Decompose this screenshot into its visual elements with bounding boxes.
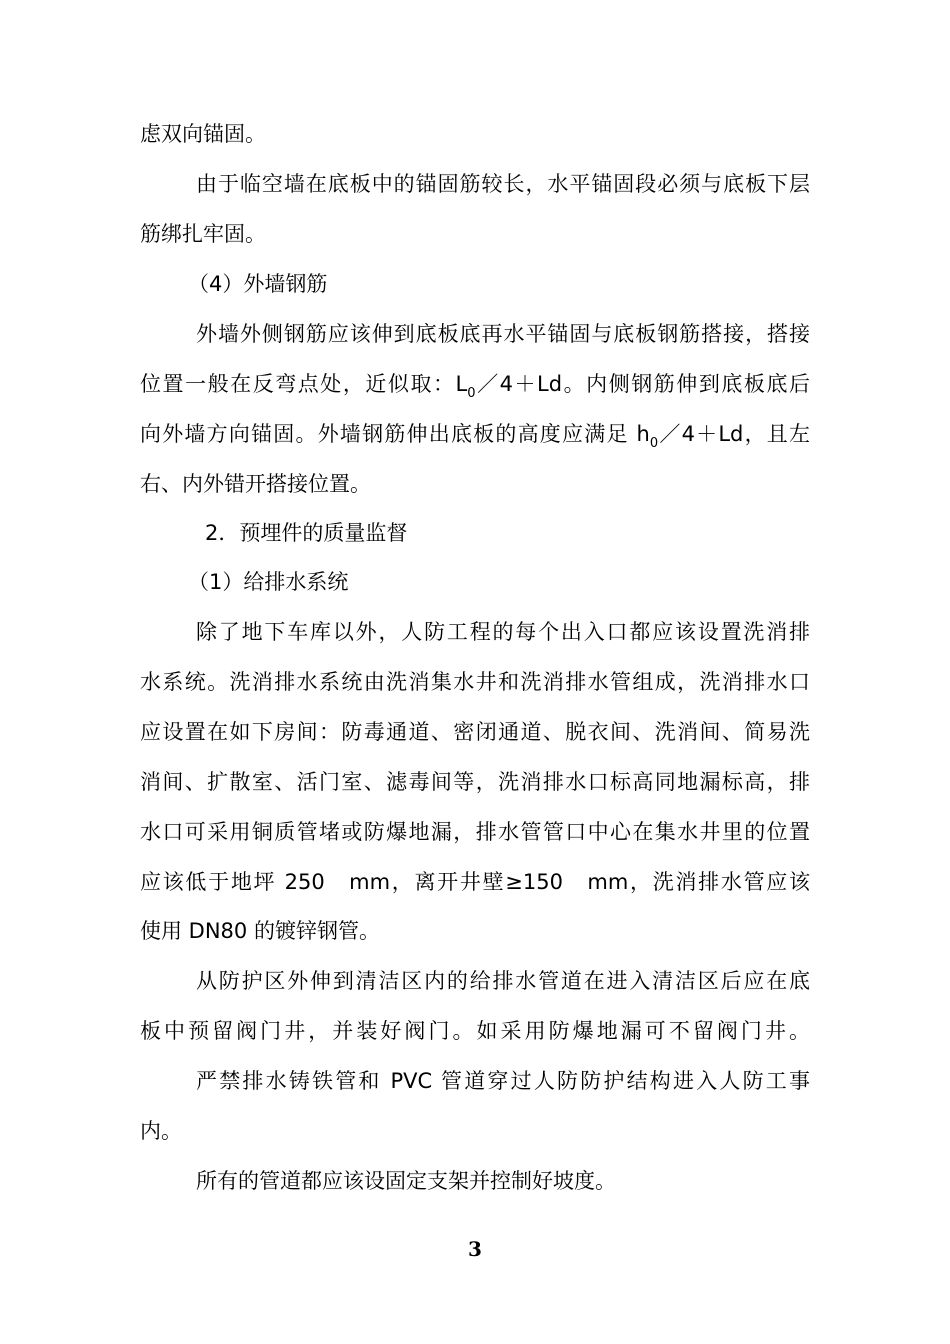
- paragraph-line: 水口可采用铜质管堵或防爆地漏，排水管管口中心在集水井里的位置: [140, 820, 810, 844]
- text-run: ／4＋Ld。内侧钢筋伸到底板底后: [475, 372, 811, 396]
- paragraph-line: 筋绑扎牢固。: [140, 222, 266, 246]
- paragraph-line: 使用 DN80 的镀锌钢管。: [140, 919, 380, 943]
- subscript: 0: [649, 436, 659, 451]
- paragraph-line: 水系统。洗消排水系统由洗消集水井和洗消排水管组成，洗消排水口: [140, 670, 810, 694]
- subsection-heading: （4）外墙钢筋: [188, 272, 328, 296]
- subsection-heading: （1）给排水系统: [188, 570, 349, 594]
- subscript: 0: [467, 386, 476, 401]
- text-run: 位置一般在反弯点处，近似取：L: [140, 372, 468, 396]
- paragraph-line: 外墙外侧钢筋应该伸到底板底再水平锚固与底板钢筋搭接，搭接: [196, 322, 810, 346]
- text-run: 向外墙方向锚固。外墙钢筋伸出底板的高度应满足 h: [140, 422, 650, 446]
- paragraph-line: 从防护区外伸到清洁区内的给排水管道在进入清洁区后应在底: [196, 969, 810, 993]
- paragraph-line: [140, 419, 810, 449]
- text-run: ／4＋Ld，且左: [658, 422, 811, 446]
- paragraph-line: 板中预留阀门井，并装好阀门。如采用防爆地漏可不留阀门井。: [140, 1019, 810, 1043]
- paragraph-line: [140, 369, 810, 399]
- paragraph-line: 消间、扩散室、活门室、滤毒间等，洗消排水口标高同地漏标高，排: [140, 770, 810, 794]
- section-heading: 2．预埋件的质量监督: [205, 521, 408, 545]
- paragraph-line: 右、内外错开搭接位置。: [140, 472, 371, 496]
- paragraph-line: 应该低于地坪 250 mm，离开井壁≥150 mm，洗消排水管应该: [140, 870, 810, 894]
- paragraph-line: 所有的管道都应该设固定支架并控制好坡度。: [196, 1169, 616, 1193]
- paragraph-line: 虑双向锚固。: [140, 122, 266, 146]
- paragraph-line: 内。: [140, 1119, 182, 1143]
- paragraph-line: 由于临空墙在底板中的锚固筋较长，水平锚固段必须与底板下层: [196, 172, 810, 196]
- paragraph-line: 应设置在如下房间：防毒通道、密闭通道、脱衣间、洗消间、简易洗: [140, 720, 810, 744]
- paragraph-line: 除了地下车库以外，人防工程的每个出入口都应该设置洗消排: [196, 620, 810, 644]
- page-number: 3: [468, 1237, 482, 1261]
- paragraph-line: 严禁排水铸铁管和 PVC 管道穿过人防防护结构进入人防工事: [196, 1069, 810, 1093]
